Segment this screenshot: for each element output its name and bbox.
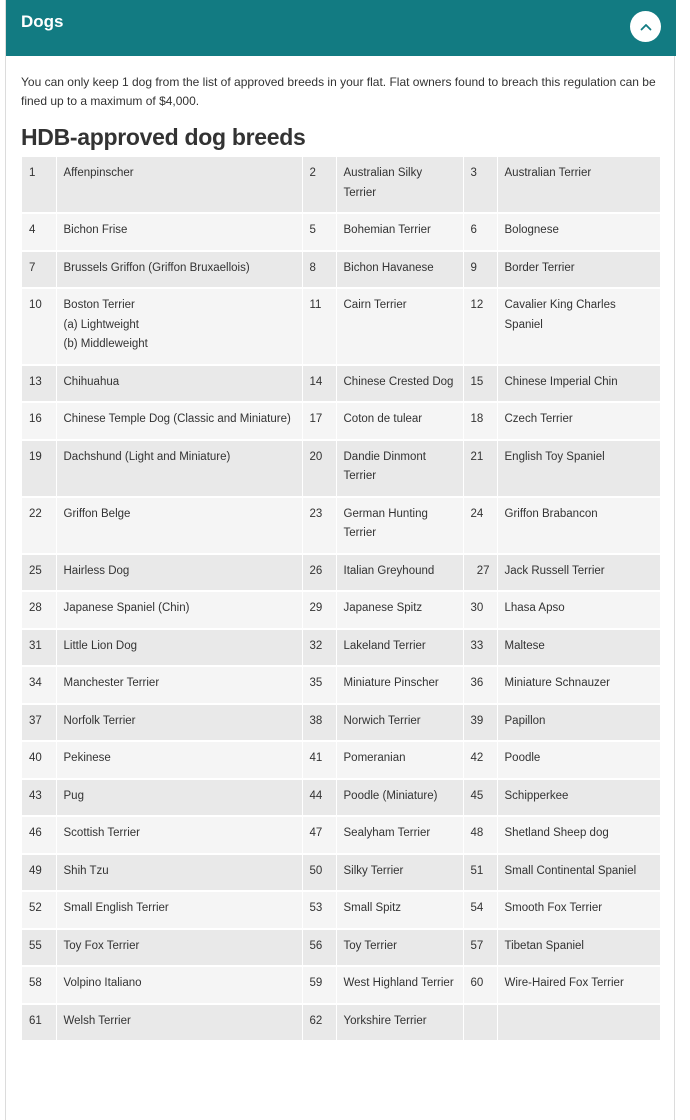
- breed-name-cell: [497, 779, 660, 817]
- breed-name-cell: [336, 704, 463, 742]
- breed-number: 44: [302, 779, 336, 817]
- breed-name: Toy Terrier: [343, 939, 397, 952]
- breed-name: Pug: [63, 789, 84, 802]
- breed-number: 49: [22, 854, 56, 892]
- breed-name-cell: [56, 591, 302, 629]
- breed-name: Welsh Terrier: [63, 1014, 131, 1027]
- breed-name: Griffon Brabancon: [504, 507, 598, 520]
- breed-name-cell: [497, 213, 660, 251]
- breed-name-cell: [497, 741, 660, 779]
- breed-name-cell: [56, 1004, 302, 1042]
- breed-number: 58: [22, 966, 56, 1004]
- breed-number: 5: [302, 213, 336, 251]
- breed-number: 16: [22, 402, 56, 440]
- breed-number: 39: [463, 704, 497, 742]
- breed-name: Manchester Terrier: [63, 677, 160, 689]
- breed-number: 45: [463, 779, 497, 817]
- breed-number: 9: [463, 251, 497, 289]
- breed-name: Papillon: [504, 714, 546, 727]
- table-row: [22, 497, 660, 554]
- regulation-text: You can only keep 1 dog from the list of approved breeds in your flat. Flat owners found to breach this regulation can be fined up to a maximum of $4,000.: [21, 75, 656, 108]
- breed-number: 52: [22, 891, 56, 929]
- breed-number: 51: [463, 854, 497, 892]
- breed-name: Jack Russell Terrier: [504, 564, 605, 577]
- breed-name: Schipperkee: [504, 789, 569, 802]
- breed-name: Bolognese: [504, 224, 559, 236]
- breed-number: 24: [463, 497, 497, 554]
- table-row: [22, 251, 660, 289]
- breed-number: 43: [22, 779, 56, 817]
- breed-name: Toy Fox Terrier: [63, 939, 140, 952]
- breed-number: 50: [302, 854, 336, 892]
- breed-name-cell: [497, 591, 660, 629]
- breed-name: Chinese Imperial Chin: [504, 375, 618, 388]
- breed-number: 30: [463, 591, 497, 629]
- breed-number: 40: [22, 741, 56, 779]
- breed-name-cell: [336, 816, 463, 854]
- breed-name-cell: [497, 854, 660, 892]
- breed-name-cell: [336, 929, 463, 967]
- breed-number: 28: [22, 591, 56, 629]
- breed-name: English Toy Spaniel: [504, 450, 605, 463]
- table-row: [22, 402, 660, 440]
- breed-name-cell: [336, 741, 463, 779]
- breed-name: Shetland Sheep dog: [504, 827, 609, 839]
- breed-name-cell: [56, 854, 302, 892]
- breed-name: Hairless Dog: [63, 564, 130, 577]
- breed-number: 60: [463, 966, 497, 1004]
- breed-name-cell: [336, 365, 463, 403]
- breed-name: Dandie Dinmont Terrier: [343, 450, 426, 482]
- breed-name-cell: [336, 854, 463, 892]
- accordion-header[interactable]: [6, 0, 676, 56]
- breed-name-cell: [56, 402, 302, 440]
- breed-name-cell: [56, 251, 302, 289]
- breed-name: Dachshund (Light and Miniature): [63, 450, 231, 463]
- breed-name-cell: [56, 497, 302, 554]
- breed-number: 47: [302, 816, 336, 854]
- breed-name-cell: [497, 816, 660, 854]
- breed-name-cell: [56, 288, 302, 365]
- breed-number: 14: [302, 365, 336, 403]
- breed-name-cell: [336, 591, 463, 629]
- breed-number: 27: [463, 554, 497, 592]
- breed-name: Norfolk Terrier: [63, 714, 136, 727]
- breed-name-cell: [336, 1004, 463, 1042]
- breed-name: Griffon Belge: [63, 507, 131, 520]
- breed-name: Chihuahua: [63, 375, 120, 388]
- breed-name-cell: [56, 891, 302, 929]
- chevron-up-icon: [640, 23, 652, 31]
- breed-name: Lhasa Apso: [504, 602, 565, 614]
- breed-name-cell: [56, 213, 302, 251]
- breed-name: Affenpinscher: [63, 167, 134, 179]
- breed-name: Wire-Haired Fox Terrier: [504, 977, 624, 989]
- breed-name: Smooth Fox Terrier: [504, 902, 603, 914]
- breed-number: 53: [302, 891, 336, 929]
- breed-name: Scottish Terrier: [63, 827, 140, 839]
- breed-name: Shih Tzu: [63, 864, 109, 877]
- breed-number: 29: [302, 591, 336, 629]
- breed-name-cell: [56, 929, 302, 967]
- breed-number: 23: [302, 497, 336, 554]
- breed-variant: (a) Lightweight: [63, 318, 139, 331]
- table-row: [22, 929, 660, 967]
- breed-name: Little Lion Dog: [63, 639, 138, 652]
- table-row: [22, 779, 660, 817]
- breed-name: Cavalier King Charles Spaniel: [504, 299, 616, 331]
- breed-number: 42: [463, 741, 497, 779]
- breed-number: 26: [302, 554, 336, 592]
- breed-number: 19: [22, 440, 56, 497]
- breed-name-cell: [497, 704, 660, 742]
- breed-number: 22: [22, 497, 56, 554]
- table-row: [22, 704, 660, 742]
- breed-name-cell: [336, 440, 463, 497]
- breed-number: 3: [463, 157, 497, 213]
- breed-name-cell: [497, 929, 660, 967]
- breed-name: Small Spitz: [343, 902, 402, 914]
- breed-name: West Highland Terrier: [343, 977, 454, 989]
- breed-name-cell: [497, 497, 660, 554]
- breed-number: 46: [22, 816, 56, 854]
- breed-name-cell: [336, 213, 463, 251]
- breed-name-cell: [497, 966, 660, 1004]
- breed-name-cell: [56, 365, 302, 403]
- breed-number: 2: [302, 157, 336, 213]
- breed-name: Bohemian Terrier: [343, 224, 431, 236]
- breed-name-cell: [336, 554, 463, 592]
- breed-name: Maltese: [504, 639, 545, 652]
- breed-name: Australian Silky Terrier: [343, 167, 423, 199]
- breed-number: 56: [302, 929, 336, 967]
- breed-number: 17: [302, 402, 336, 440]
- breed-number: 34: [22, 666, 56, 704]
- breed-name-cell: [336, 402, 463, 440]
- breed-name: Chinese Crested Dog: [343, 375, 454, 388]
- table-row: [22, 741, 660, 779]
- breed-name: Border Terrier: [504, 261, 575, 274]
- breed-number: 62: [302, 1004, 336, 1042]
- table-row: [22, 966, 660, 1004]
- breed-name-cell: [497, 365, 660, 403]
- breed-name-cell: [336, 779, 463, 817]
- breed-name-cell: [497, 629, 660, 667]
- breed-number: 37: [22, 704, 56, 742]
- breed-name-cell: [56, 741, 302, 779]
- table-row: [22, 666, 660, 704]
- breed-name-cell: [56, 966, 302, 1004]
- breed-number: 15: [463, 365, 497, 403]
- breed-name-cell: [336, 629, 463, 667]
- breed-name: Boston Terrier: [63, 299, 135, 311]
- breed-number: 8: [302, 251, 336, 289]
- breed-number: 11: [302, 288, 336, 365]
- breed-name-cell: [497, 288, 660, 365]
- breed-number: 36: [463, 666, 497, 704]
- breed-name: Lakeland Terrier: [343, 639, 426, 652]
- breed-name-cell: [336, 497, 463, 554]
- breed-name: Pomeranian: [343, 752, 406, 764]
- breed-name: Yorkshire Terrier: [343, 1014, 427, 1027]
- breed-number: 48: [463, 816, 497, 854]
- breed-name: Miniature Pinscher: [343, 677, 439, 689]
- breed-number: 59: [302, 966, 336, 1004]
- breed-name: German Hunting Terrier: [343, 507, 428, 539]
- breed-number: 38: [302, 704, 336, 742]
- breed-name-cell: [497, 440, 660, 497]
- breed-name-cell: [497, 1004, 660, 1042]
- breed-number: [463, 1004, 497, 1042]
- table-row: [22, 157, 660, 213]
- breed-name: Small Continental Spaniel: [504, 864, 637, 877]
- breed-name-cell: [497, 554, 660, 592]
- table-row: [22, 440, 660, 497]
- breed-number: 21: [463, 440, 497, 497]
- accordion-title: Dogs: [21, 12, 64, 31]
- breed-name: Chinese Temple Dog (Classic and Miniature): [63, 413, 291, 425]
- table-row: [22, 629, 660, 667]
- breed-name-cell: [56, 629, 302, 667]
- breed-number: 55: [22, 929, 56, 967]
- breed-number: 41: [302, 741, 336, 779]
- table-row: [22, 1004, 660, 1042]
- breed-name: Japanese Spitz: [343, 602, 423, 614]
- breed-name-cell: [56, 816, 302, 854]
- breed-name: Bichon Havanese: [343, 261, 434, 274]
- table-row: [22, 288, 660, 365]
- breed-name: Tibetan Spaniel: [504, 939, 584, 952]
- breed-name-cell: [497, 157, 660, 213]
- breed-number: 35: [302, 666, 336, 704]
- breed-name: Czech Terrier: [504, 413, 573, 425]
- breed-name: Bichon Frise: [63, 224, 128, 236]
- breed-number: 12: [463, 288, 497, 365]
- breed-name: Poodle: [504, 752, 541, 764]
- breed-name-cell: [336, 966, 463, 1004]
- breed-number: 20: [302, 440, 336, 497]
- breed-number: 54: [463, 891, 497, 929]
- breed-name-cell: [336, 666, 463, 704]
- breed-name-cell: [497, 251, 660, 289]
- breed-number: 10: [22, 288, 56, 365]
- breed-name: Volpino Italiano: [63, 977, 142, 989]
- breed-name-cell: [56, 440, 302, 497]
- breed-name: Small English Terrier: [63, 902, 169, 914]
- breed-name-cell: [336, 251, 463, 289]
- table-row: [22, 365, 660, 403]
- breed-number: 31: [22, 629, 56, 667]
- breed-name-cell: [336, 157, 463, 213]
- breed-name: Pekinese: [63, 752, 111, 764]
- breed-name: Norwich Terrier: [343, 714, 421, 727]
- breed-number: 33: [463, 629, 497, 667]
- breed-number: 61: [22, 1004, 56, 1042]
- table-row: [22, 816, 660, 854]
- breed-name-cell: [56, 704, 302, 742]
- breed-name: Miniature Schnauzer: [504, 677, 610, 689]
- breed-number: 57: [463, 929, 497, 967]
- table-row: [22, 854, 660, 892]
- breed-name: Silky Terrier: [343, 864, 404, 877]
- breed-name: Australian Terrier: [504, 167, 592, 179]
- breed-number: 4: [22, 213, 56, 251]
- breed-name: Sealyham Terrier: [343, 827, 431, 839]
- breed-name-cell: [56, 554, 302, 592]
- collapse-button[interactable]: [630, 11, 661, 42]
- breed-number: 13: [22, 365, 56, 403]
- breed-name: Poodle (Miniature): [343, 789, 438, 802]
- breed-number: 25: [22, 554, 56, 592]
- breed-name-cell: [336, 288, 463, 365]
- breed-name: Cairn Terrier: [343, 299, 407, 311]
- breed-name-cell: [497, 891, 660, 929]
- table-row: [22, 591, 660, 629]
- section-title: HDB-approved dog breeds: [21, 124, 306, 150]
- breed-number: 6: [463, 213, 497, 251]
- breed-name: Coton de tulear: [343, 413, 423, 425]
- breed-name-cell: [56, 666, 302, 704]
- table-row: [22, 554, 660, 592]
- breed-number: 1: [22, 157, 56, 213]
- breed-number: 32: [302, 629, 336, 667]
- breed-number: 7: [22, 251, 56, 289]
- breed-number: 18: [463, 402, 497, 440]
- breed-name-cell: [336, 891, 463, 929]
- breed-name: Italian Greyhound: [343, 564, 435, 577]
- table-row: [22, 213, 660, 251]
- breed-variant: (b) Middleweight: [63, 338, 148, 350]
- breeds-table: [22, 157, 661, 1042]
- breed-name: Japanese Spaniel (Chin): [63, 602, 190, 614]
- breed-name-cell: [497, 402, 660, 440]
- breed-name-cell: [56, 157, 302, 213]
- dogs-accordion-panel: [5, 0, 675, 1120]
- table-row: [22, 891, 660, 929]
- breed-name: Brussels Griffon (Griffon Bruxaellois): [63, 261, 250, 274]
- breed-name-cell: [56, 779, 302, 817]
- breed-name-cell: [497, 666, 660, 704]
